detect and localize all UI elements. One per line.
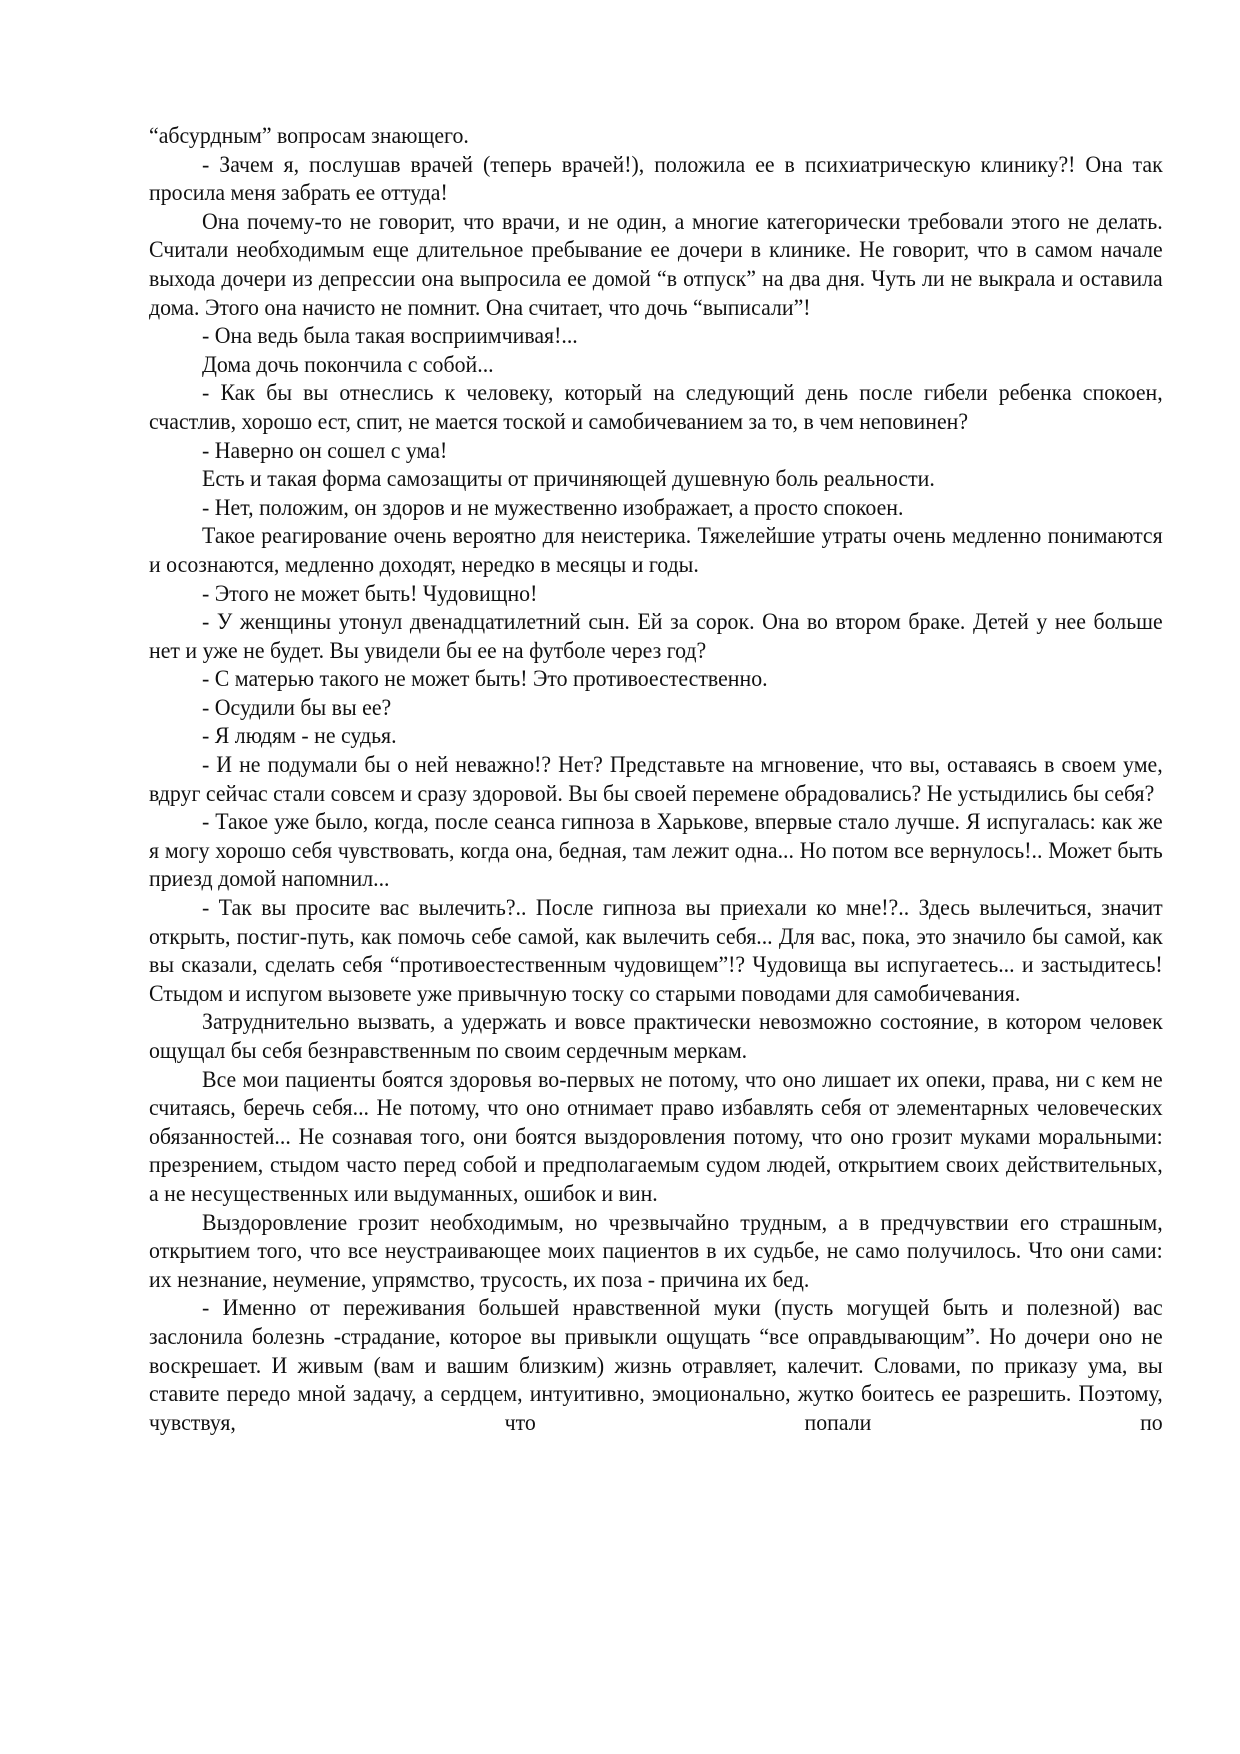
- paragraph: Она почему-то не говорит, что врачи, и не один, а многие категорически требовали этого не делать. Считали необходимым еще длительное пребывание ее дочери в клинике. Не говорит, что в самом начале выхода дочери из депрессии она выпросила ее домой “в отпуск” на два дня. Чуть ли не выкрала и оставила дома. Этого она начисто не помнит. Она считает, что дочь “выписали”!: [149, 208, 1163, 321]
- paragraph: - Именно от переживания большей нравственной муки (пусть могущей быть и полезной) вас заслонила болезнь -страдание, которое вы привыкли ощущать “все оправдывающим”. Но дочери оно не воскрешает. И живым (вам и вашим близким) жизнь отравляет, калечит. Словами, по приказу ума, вы ставите передо мной задачу, а сердцем, интуитивно, эмоционально, жутко боитесь ее разрешить. Поэтому, чувствуя, что попали по: [149, 1295, 1163, 1436]
- paragraph: - Наверно он сошел с ума!: [202, 437, 448, 464]
- paragraph: Все мои пациенты боятся здоровья во-первых не потому, что оно лишает их опеки, права, ни с кем не считаясь, беречь себя... Не потому, что оно отнимает право избавлять себя от элементарных человеческих обязанностей... Не сознавая того, они боятся выздоровления потому, что оно грозит муками моральными: презрением, стыдом часто перед собой и предполагаемым судом людей, открытием своих действительных, а не несущественных или выдуманных, ошибок и вин.: [149, 1066, 1163, 1207]
- document-page: [149, 122, 1163, 1437]
- paragraph: - Нет, положим, он здоров и не мужественно изображает, а просто спокоен.: [202, 494, 904, 521]
- paragraph: - Так вы просите вас вылечить?.. После гипноза вы приехали ко мне!?.. Здесь вылечиться, значит открыть, постиг-путь, как помочь себе самой, как вылечить себя... Для вас, пока, это значило бы самой, как вы сказали, сделать себя “противоестественным чудовищем”!? Чудовища вы испугаетесь... и застыдитесь! Стыдом и испугом вызовете уже привычную тоску со старыми поводами для самобичевания.: [149, 895, 1163, 1007]
- paragraph: Есть и такая форма самозащиты от причиняющей душевную боль реальности.: [202, 466, 935, 493]
- paragraph: - Такое уже было, когда, после сеанса гипноза в Харькове, впервые стало лучше. Я испугалась: как же я могу хорошо себя чувствовать, когда она, бедная, там лежит одна... Но потом все вернулось!.. Может быть приезд домой напомнил...: [149, 809, 1163, 893]
- paragraph: “абсурдным” вопросам знающего.: [149, 123, 469, 149]
- paragraph: - Как бы вы отнеслись к человеку, который на следующий день после гибели ребенка спокоен, счастлив, хорошо ест, спит, не мается тоской и самобичеванием за то, в чем неповинен?: [149, 380, 1163, 435]
- paragraph: - Зачем я, послушав врачей (теперь врачей!), положила ее в психиатрическую клинику?! Она так просила меня забрать ее оттуда!: [149, 151, 1163, 207]
- paragraph: - С матерью такого не может быть! Это противоестественно.: [202, 666, 768, 693]
- paragraph: - Осудили бы вы ее?: [202, 694, 392, 721]
- paragraph: Дома дочь покончила с собой...: [202, 351, 494, 378]
- paragraph: Затруднительно вызвать, а удержать и вовсе практически невозможно состояние, в котором человек ощущал бы себя безнравственным по своим сердечным меркам.: [149, 1009, 1163, 1064]
- paragraph: Такое реагирование очень вероятно для неистерика. Тяжелейшие утраты очень медленно понимаются и осознаются, медленно доходят, нередко в месяцы и годы.: [149, 523, 1163, 578]
- paragraph: - Она ведь была такая восприимчивая!...: [202, 323, 578, 350]
- paragraph: - И не подумали бы о ней неважно!? Нет? Представьте на мгновение, что вы, оставаясь в своем уме, вдруг сейчас стали совсем и сразу здоровой. Вы бы своей перемене обрадовались? Не устыдились бы себя?: [149, 752, 1163, 807]
- paragraph: Выздоровление грозит необходимым, но чрезвычайно трудным, а в предчувствии его страшным, открытием того, что все неустраивающее моих пациентов в их судьбе, не само получилось. Что они сами: их незнание, неумение, упрямство, трусость, их поза - причина их бед.: [149, 1209, 1163, 1293]
- paragraph: - Этого не может быть! Чудовищно!: [202, 580, 538, 607]
- paragraph: - Я людям - не судья.: [202, 723, 397, 750]
- paragraph: - У женщины утонул двенадцатилетний сын. Ей за сорок. Она во втором браке. Детей у нее больше нет и уже не будет. Вы увидели бы ее на футболе через год?: [149, 609, 1163, 664]
